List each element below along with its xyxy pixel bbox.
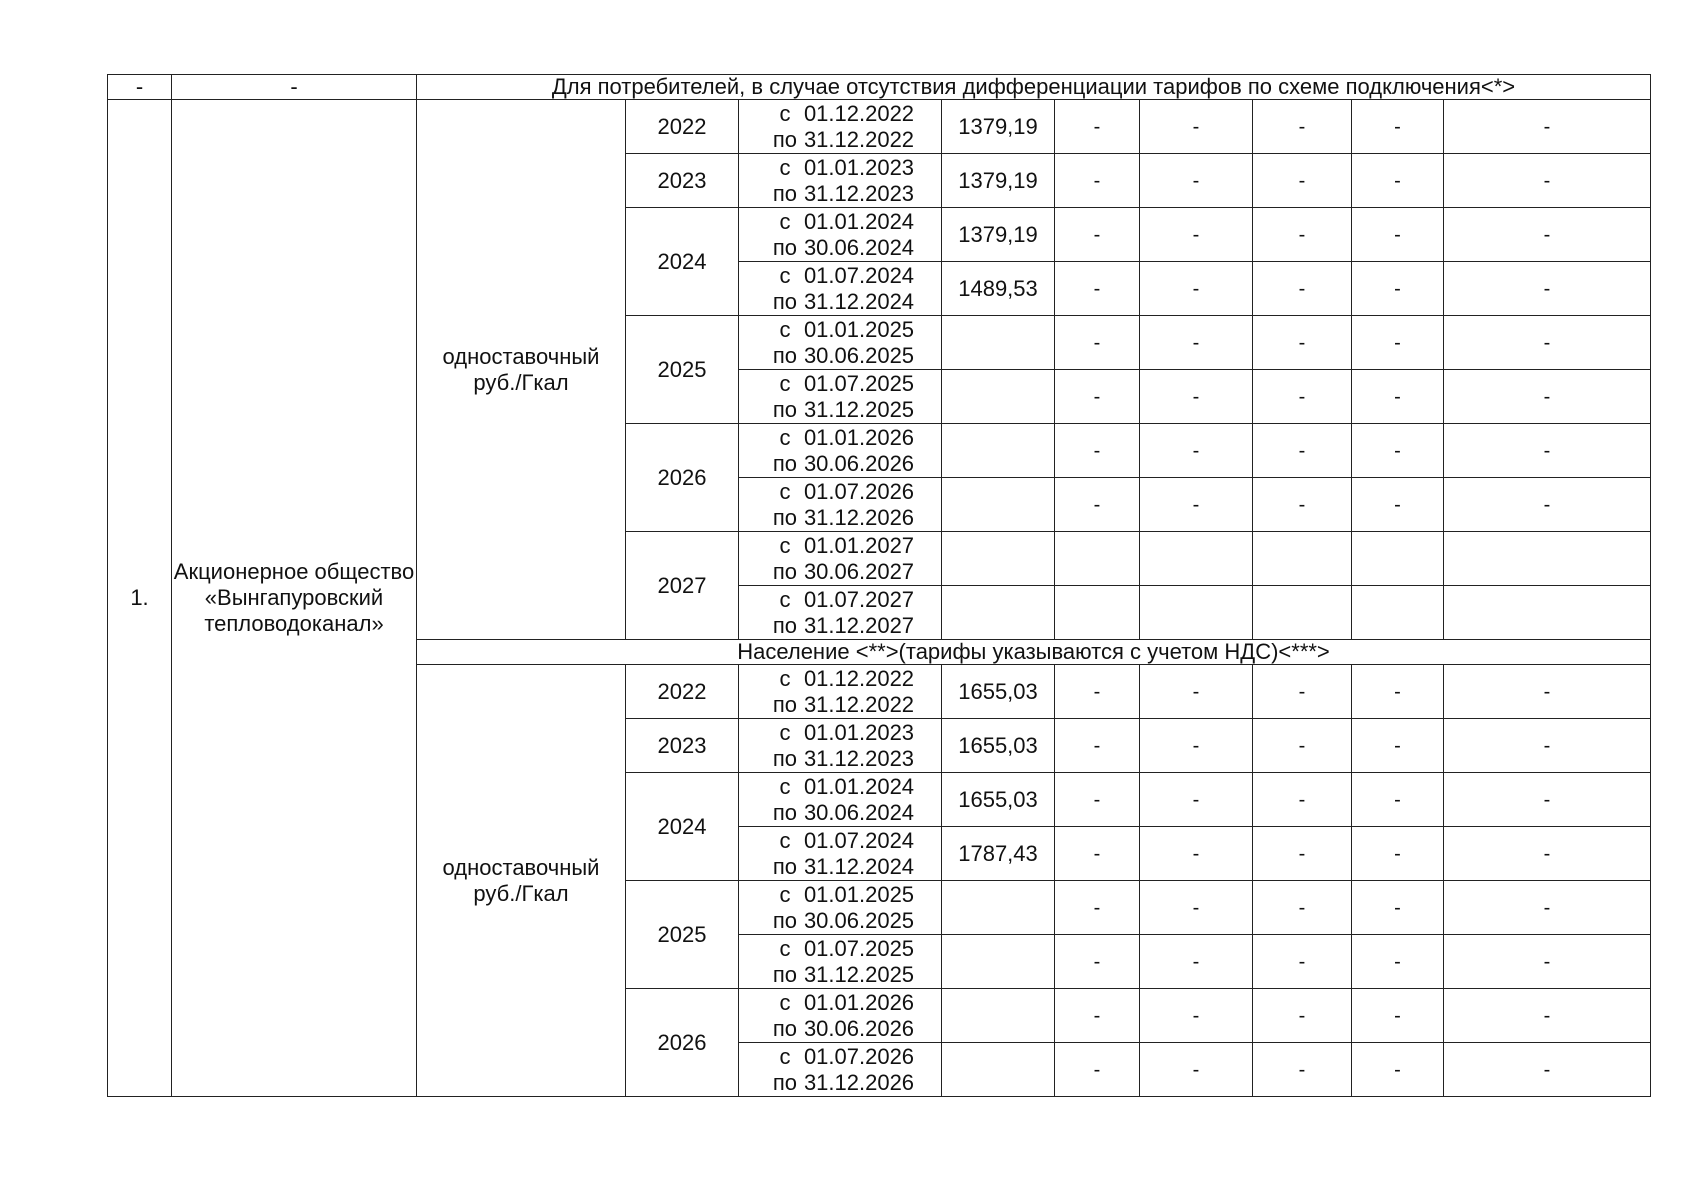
period-from: 01.07.2025 <box>803 935 915 961</box>
dash-cell: - <box>1055 773 1140 827</box>
year-cell: 2022 <box>626 665 739 719</box>
period-cell <box>739 532 942 586</box>
year-cell: 2024 <box>626 208 739 316</box>
dash-cell: - <box>1352 665 1444 719</box>
dash-cell: - <box>1253 935 1352 989</box>
period-to-prefix: по <box>772 342 798 368</box>
period-from: 01.12.2022 <box>803 100 915 126</box>
year-cell: 2023 <box>626 719 739 773</box>
period-to-prefix: по <box>772 180 798 206</box>
tariff-value <box>942 935 1055 989</box>
section-label: Население <**>(тарифы указываются с учетом НДС)<***> <box>417 640 1651 665</box>
tariff-value <box>942 478 1055 532</box>
period-cell <box>739 154 942 208</box>
dash-cell: - <box>1140 100 1253 154</box>
period-to: 31.12.2022 <box>803 126 915 152</box>
year-cell: 2025 <box>626 881 739 989</box>
dash-cell <box>1352 586 1444 640</box>
dash-cell: - <box>1444 316 1651 370</box>
dash-cell <box>1444 586 1651 640</box>
year-cell: 2022 <box>626 100 739 154</box>
tariff-value <box>942 989 1055 1043</box>
period-from-prefix: с <box>779 827 791 853</box>
period-cell <box>739 827 942 881</box>
period-cell <box>739 881 942 935</box>
dash-cell: - <box>1444 262 1651 316</box>
period-to: 31.12.2024 <box>803 853 915 879</box>
dash-cell: - <box>1055 935 1140 989</box>
period-to-prefix: по <box>772 450 798 476</box>
dash-cell <box>1140 532 1253 586</box>
table-row <box>108 100 1651 154</box>
period-cell <box>739 665 942 719</box>
dash-cell: - <box>1352 208 1444 262</box>
period-from-prefix: с <box>779 424 791 450</box>
period-from-prefix: с <box>779 262 791 288</box>
period-to: 30.06.2026 <box>803 450 915 476</box>
period-cell <box>739 262 942 316</box>
period-cell <box>739 370 942 424</box>
dash-cell: - <box>1352 262 1444 316</box>
dash-cell: - <box>1352 827 1444 881</box>
period-from-prefix: с <box>779 881 791 907</box>
row-number: 1. <box>108 100 172 1097</box>
period-cell <box>739 478 942 532</box>
tariff-table <box>107 74 1651 1097</box>
period-from: 01.01.2025 <box>803 881 915 907</box>
dash-cell <box>1055 532 1140 586</box>
dash-cell: - <box>1444 370 1651 424</box>
dash-cell: - <box>1253 208 1352 262</box>
dash-cell: - <box>1140 316 1253 370</box>
year-cell: 2027 <box>626 532 739 640</box>
period-to: 30.06.2027 <box>803 558 915 584</box>
header-col2: - <box>172 75 417 100</box>
period-to: 30.06.2024 <box>803 799 915 825</box>
period-to: 31.12.2023 <box>803 745 915 771</box>
header-col1: - <box>108 75 172 100</box>
tariff-value <box>942 1043 1055 1097</box>
period-from-prefix: с <box>779 586 791 612</box>
dash-cell: - <box>1444 424 1651 478</box>
dash-cell: - <box>1444 719 1651 773</box>
dash-cell: - <box>1444 881 1651 935</box>
tariff-type: одноставочный руб./Гкал <box>417 665 626 1097</box>
dash-cell: - <box>1253 1043 1352 1097</box>
tariff-value: 1655,03 <box>942 773 1055 827</box>
period-from-prefix: с <box>779 1043 791 1069</box>
tariff-value: 1655,03 <box>942 665 1055 719</box>
period-cell <box>739 100 942 154</box>
dash-cell: - <box>1253 989 1352 1043</box>
period-from: 01.07.2026 <box>803 478 915 504</box>
tariff-value: 1379,19 <box>942 100 1055 154</box>
dash-cell: - <box>1140 1043 1253 1097</box>
dash-cell <box>1253 586 1352 640</box>
dash-cell: - <box>1253 773 1352 827</box>
dash-cell: - <box>1055 208 1140 262</box>
period-to: 31.12.2022 <box>803 691 915 717</box>
dash-cell: - <box>1253 881 1352 935</box>
dash-cell: - <box>1253 262 1352 316</box>
period-from: 01.07.2024 <box>803 262 915 288</box>
dash-cell: - <box>1253 478 1352 532</box>
tariff-value <box>942 316 1055 370</box>
dash-cell: - <box>1055 719 1140 773</box>
dash-cell: - <box>1352 1043 1444 1097</box>
period-from-prefix: с <box>779 773 791 799</box>
period-to: 30.06.2024 <box>803 234 915 260</box>
dash-cell: - <box>1055 478 1140 532</box>
dash-cell <box>1055 586 1140 640</box>
dash-cell <box>1444 532 1651 586</box>
dash-cell: - <box>1055 370 1140 424</box>
period-from-prefix: с <box>779 989 791 1015</box>
period-to-prefix: по <box>772 126 798 152</box>
header-row <box>108 75 1651 100</box>
organization-name: Акционерное общество «Вынгапуровский тепловодоканал» <box>172 100 417 1097</box>
period-from: 01.01.2026 <box>803 989 915 1015</box>
year-cell: 2026 <box>626 424 739 532</box>
dash-cell: - <box>1055 100 1140 154</box>
dash-cell: - <box>1253 424 1352 478</box>
tariff-value: 1787,43 <box>942 827 1055 881</box>
dash-cell: - <box>1140 881 1253 935</box>
dash-cell <box>1352 532 1444 586</box>
dash-cell: - <box>1055 827 1140 881</box>
period-from: 01.12.2022 <box>803 665 915 691</box>
period-to: 31.12.2025 <box>803 396 915 422</box>
period-to-prefix: по <box>772 745 798 771</box>
period-from: 01.07.2025 <box>803 370 915 396</box>
dash-cell: - <box>1253 154 1352 208</box>
dash-cell: - <box>1444 665 1651 719</box>
period-from-prefix: с <box>779 665 791 691</box>
period-cell <box>739 989 942 1043</box>
dash-cell: - <box>1352 935 1444 989</box>
period-to-prefix: по <box>772 396 798 422</box>
period-cell <box>739 935 942 989</box>
tariff-value <box>942 586 1055 640</box>
period-cell <box>739 586 942 640</box>
dash-cell: - <box>1444 100 1651 154</box>
period-to-prefix: по <box>772 907 798 933</box>
dash-cell: - <box>1444 1043 1651 1097</box>
dash-cell: - <box>1140 262 1253 316</box>
dash-cell: - <box>1253 370 1352 424</box>
year-cell: 2025 <box>626 316 739 424</box>
dash-cell: - <box>1140 719 1253 773</box>
dash-cell: - <box>1055 1043 1140 1097</box>
period-to: 31.12.2027 <box>803 612 915 638</box>
dash-cell: - <box>1352 773 1444 827</box>
period-from-prefix: с <box>779 935 791 961</box>
dash-cell: - <box>1253 665 1352 719</box>
dash-cell: - <box>1140 424 1253 478</box>
tariff-value <box>942 424 1055 478</box>
period-from: 01.01.2024 <box>803 773 915 799</box>
period-from-prefix: с <box>779 532 791 558</box>
year-cell: 2023 <box>626 154 739 208</box>
period-to: 31.12.2026 <box>803 504 915 530</box>
dash-cell <box>1140 586 1253 640</box>
dash-cell: - <box>1444 478 1651 532</box>
section-label: Для потребителей, в случае отсутствия дифференциации тарифов по схеме подключения<*> <box>417 75 1651 100</box>
dash-cell: - <box>1352 881 1444 935</box>
period-to: 30.06.2025 <box>803 342 915 368</box>
period-from-prefix: с <box>779 719 791 745</box>
period-cell <box>739 208 942 262</box>
tariff-value <box>942 370 1055 424</box>
period-from: 01.01.2027 <box>803 532 915 558</box>
dash-cell: - <box>1140 665 1253 719</box>
dash-cell: - <box>1444 935 1651 989</box>
period-to-prefix: по <box>772 288 798 314</box>
dash-cell: - <box>1055 989 1140 1043</box>
dash-cell: - <box>1055 154 1140 208</box>
period-to-prefix: по <box>772 1069 798 1095</box>
period-to: 31.12.2023 <box>803 180 915 206</box>
period-to-prefix: по <box>772 799 798 825</box>
tariff-value: 1489,53 <box>942 262 1055 316</box>
dash-cell: - <box>1352 719 1444 773</box>
period-to-prefix: по <box>772 504 798 530</box>
dash-cell: - <box>1140 208 1253 262</box>
period-to-prefix: по <box>772 853 798 879</box>
dash-cell <box>1253 532 1352 586</box>
tariff-value: 1379,19 <box>942 208 1055 262</box>
period-from: 01.01.2023 <box>803 154 915 180</box>
period-to-prefix: по <box>772 234 798 260</box>
dash-cell: - <box>1253 827 1352 881</box>
dash-cell: - <box>1444 773 1651 827</box>
period-from-prefix: с <box>779 154 791 180</box>
dash-cell: - <box>1352 100 1444 154</box>
dash-cell: - <box>1352 478 1444 532</box>
dash-cell: - <box>1253 719 1352 773</box>
tariff-value: 1655,03 <box>942 719 1055 773</box>
period-from-prefix: с <box>779 370 791 396</box>
period-to-prefix: по <box>772 1015 798 1041</box>
dash-cell: - <box>1444 208 1651 262</box>
dash-cell: - <box>1055 316 1140 370</box>
dash-cell: - <box>1352 316 1444 370</box>
period-from-prefix: с <box>779 478 791 504</box>
dash-cell: - <box>1140 370 1253 424</box>
period-from: 01.01.2026 <box>803 424 915 450</box>
dash-cell: - <box>1140 773 1253 827</box>
period-to: 30.06.2026 <box>803 1015 915 1041</box>
period-cell <box>739 773 942 827</box>
period-to-prefix: по <box>772 691 798 717</box>
dash-cell: - <box>1253 100 1352 154</box>
dash-cell: - <box>1352 989 1444 1043</box>
period-to-prefix: по <box>772 558 798 584</box>
period-from-prefix: с <box>779 316 791 342</box>
period-from-prefix: с <box>779 100 791 126</box>
period-cell <box>739 316 942 370</box>
tariff-value: 1379,19 <box>942 154 1055 208</box>
period-to-prefix: по <box>772 961 798 987</box>
dash-cell: - <box>1352 154 1444 208</box>
period-from: 01.01.2025 <box>803 316 915 342</box>
period-to: 31.12.2024 <box>803 288 915 314</box>
period-to: 31.12.2026 <box>803 1069 915 1095</box>
period-from: 01.01.2023 <box>803 719 915 745</box>
tariff-value <box>942 881 1055 935</box>
tariff-value <box>942 532 1055 586</box>
dash-cell: - <box>1352 370 1444 424</box>
period-from: 01.07.2026 <box>803 1043 915 1069</box>
period-from: 01.07.2024 <box>803 827 915 853</box>
dash-cell: - <box>1140 935 1253 989</box>
dash-cell: - <box>1253 316 1352 370</box>
period-to: 31.12.2025 <box>803 961 915 987</box>
dash-cell: - <box>1444 989 1651 1043</box>
dash-cell: - <box>1140 478 1253 532</box>
period-to-prefix: по <box>772 612 798 638</box>
dash-cell: - <box>1140 989 1253 1043</box>
tariff-type: одноставочный руб./Гкал <box>417 100 626 640</box>
period-cell <box>739 1043 942 1097</box>
dash-cell: - <box>1055 881 1140 935</box>
period-from: 01.07.2027 <box>803 586 915 612</box>
period-from-prefix: с <box>779 208 791 234</box>
period-to: 30.06.2025 <box>803 907 915 933</box>
dash-cell: - <box>1055 424 1140 478</box>
year-cell: 2026 <box>626 989 739 1097</box>
dash-cell: - <box>1055 262 1140 316</box>
dash-cell: - <box>1055 665 1140 719</box>
dash-cell: - <box>1444 154 1651 208</box>
period-cell <box>739 424 942 478</box>
year-cell: 2024 <box>626 773 739 881</box>
dash-cell: - <box>1352 424 1444 478</box>
dash-cell: - <box>1140 827 1253 881</box>
dash-cell: - <box>1444 827 1651 881</box>
period-from: 01.01.2024 <box>803 208 915 234</box>
period-cell <box>739 719 942 773</box>
dash-cell: - <box>1140 154 1253 208</box>
